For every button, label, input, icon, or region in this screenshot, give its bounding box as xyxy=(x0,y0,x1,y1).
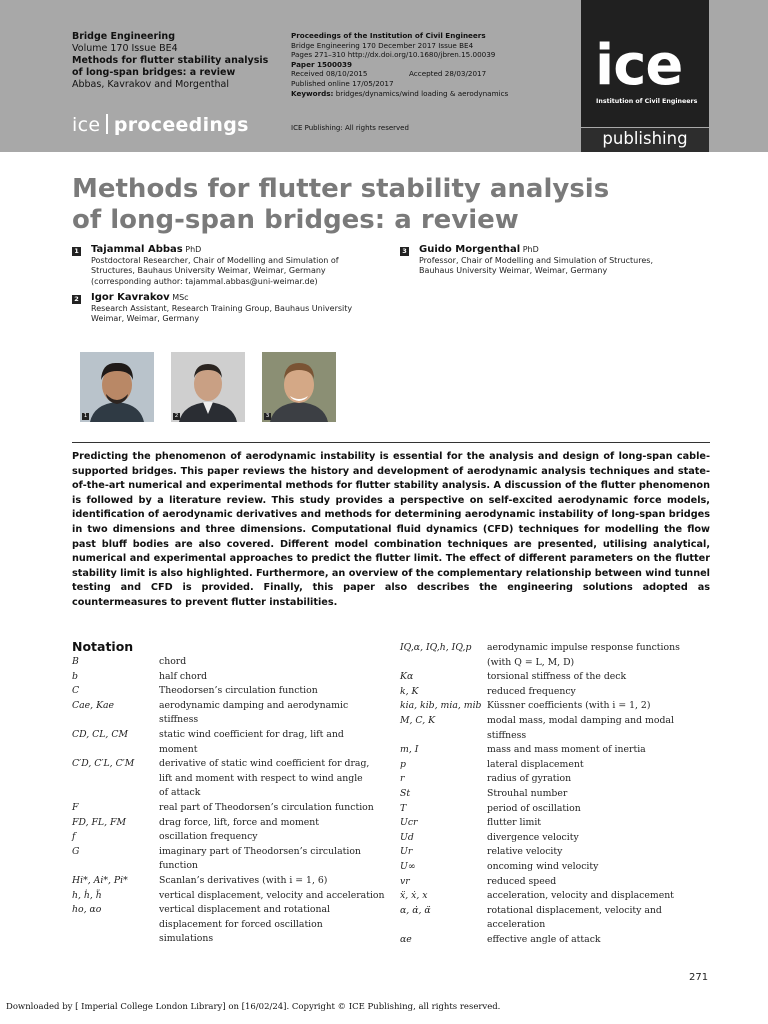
notation-symbol: St xyxy=(400,787,411,799)
notation-symbol: k, K xyxy=(400,685,419,697)
author-photo-2 xyxy=(171,352,245,422)
notation-symbol: vr xyxy=(400,875,410,887)
author-degree: PhD xyxy=(522,245,539,254)
abstract: Predicting the phenomenon of aerodynamic instability is essential for the analysis and design of long-span cable-supported bridges. This paper reviews the history and development of aerodynamic analysis techniques and state-of-the-art numerical and experimental methods for flutter stability analysis. A discussion of the flutter phenomenon is followed by a literature review. This study provides a perspective on self-excited aerodynamic force models, identification of aerodynamic derivatives and methods for determining aerodynamic instability of long-span bridges in two dimensions and three dimensions. Computational fluid dynamics (CFD) techniques for modelling the flow past bluff bodies are also covered. Different model combination techniques are presented, utilising analytical, numerical and experimental approaches to predict the flutter limit. The effect of different parameters on the flutter stability limit is also highlighted. Furthermore, an overview of the complementary relationship between wind tunnel testing and CFD is provided. Finally, this paper also describes the engineering solutions adopted as countermeasures to prevent flutter instabilities. xyxy=(72,451,710,608)
notation-symbol: p xyxy=(400,758,406,770)
notation-entry xyxy=(72,889,392,904)
notation-definition: of attack xyxy=(159,787,201,799)
author-name: Igor Kavrakov xyxy=(91,292,170,303)
published-date: Published online 17/05/2017 xyxy=(291,78,394,88)
notation-definition: Scanlan’s derivatives (with i = 1, 6) xyxy=(159,874,328,886)
notation-entry xyxy=(400,831,720,846)
author-number-1: 1 xyxy=(72,247,81,256)
notation-definition: real part of Theodorsen’s circulation function xyxy=(159,801,374,813)
notation-definition: stiffness xyxy=(159,714,199,726)
notation-heading: Notation xyxy=(72,639,134,654)
notation-entry xyxy=(400,875,720,890)
notation-entry xyxy=(400,772,720,787)
notation-entry xyxy=(400,933,720,948)
publishing-label: publishing xyxy=(581,128,709,152)
notation-symbol: C xyxy=(72,685,80,697)
notation-symbol: Hi*, Ai*, Pi* xyxy=(72,874,128,886)
notation-entry xyxy=(400,699,720,714)
author-affiliation: Bauhaus University Weimar, Weimar, Germany xyxy=(419,266,608,275)
volume-issue: Volume 170 Issue BE4 xyxy=(72,43,178,54)
notation-definition: simulations xyxy=(159,933,214,945)
notation-definition: displacement for forced oscillation xyxy=(159,918,323,930)
notation-definition: lateral displacement xyxy=(487,758,584,770)
notation-symbol: Ur xyxy=(400,846,413,858)
author-block-1 xyxy=(91,245,339,287)
notation-symbol: Ucr xyxy=(400,817,418,829)
notation-symbol: IQ,α, IQ,h, IQ,p xyxy=(400,642,472,653)
author-affiliation: Research Assistant, Research Training Group, Bauhaus University xyxy=(91,303,353,313)
author-affiliation: Structures, Bauhaus University Weimar, Weimar, Germany xyxy=(91,266,326,275)
notation-definition: derivative of static wind coefficient for drag, xyxy=(159,758,370,770)
notation-symbol: T xyxy=(400,802,407,814)
ice-proceedings-brand xyxy=(72,114,249,136)
notation-entry xyxy=(400,743,720,758)
notation-definition: lift and moment with respect to wind angle xyxy=(159,772,363,784)
portrait-3-icon xyxy=(262,352,336,422)
notation-symbol: FD, FL, FM xyxy=(72,816,126,828)
notation-definition: effective angle of attack xyxy=(487,933,601,945)
notation-entry xyxy=(400,904,720,933)
article-title xyxy=(72,174,609,236)
keywords-label: Keywords: xyxy=(291,88,334,98)
proceedings-info xyxy=(291,31,508,98)
title-line1: Methods for flutter stability analysis xyxy=(72,174,610,204)
notation-symbol: h, ḣ, ḧ xyxy=(72,889,102,901)
notation-symbol: C′D, C′L, C′M xyxy=(72,758,135,770)
title-line2: of long-span bridges: a review xyxy=(72,205,519,235)
abstract-rule xyxy=(72,442,710,443)
author-name: Guido Morgenthal xyxy=(419,244,521,255)
notation-definition: moment xyxy=(159,743,198,755)
notation-symbol: M, C, K xyxy=(400,714,436,726)
portrait-2-icon xyxy=(171,352,245,422)
notation-symbol: Ud xyxy=(400,831,414,843)
notation-entry xyxy=(72,757,392,801)
notation-entry xyxy=(72,830,392,845)
notation-definition: half chord xyxy=(159,670,208,682)
author-block-3 xyxy=(419,245,653,277)
ice-logo-text: ice xyxy=(595,33,683,98)
notation-symbol: kia, kib, mia, mib xyxy=(400,700,482,712)
notation-definition: oncoming wind velocity xyxy=(487,860,599,872)
notation-entry xyxy=(400,685,720,700)
notation-definition: drag force, lift, force and moment xyxy=(159,816,320,828)
notation-symbol: Kα xyxy=(400,671,414,683)
notation-symbol: CD, CL, CM xyxy=(72,728,128,740)
notation-entry xyxy=(400,889,720,904)
portrait-1-icon xyxy=(80,352,154,422)
notation-entry xyxy=(400,670,720,685)
notation-entry xyxy=(400,802,720,817)
journal-info xyxy=(72,31,268,91)
author-number-2: 2 xyxy=(72,295,81,304)
notation-entry xyxy=(72,684,392,699)
keywords: bridges/dynamics/wind loading & aerodynamics xyxy=(333,88,509,98)
notation-entry xyxy=(72,670,392,685)
notation-definition: acceleration xyxy=(487,919,546,931)
notation-symbol: B xyxy=(72,656,79,667)
notation-definition: static wind coefficient for drag, lift and xyxy=(159,728,344,740)
notation-definition: mass and mass moment of inertia xyxy=(487,744,646,756)
notation-entry xyxy=(400,816,720,831)
author-photo-3 xyxy=(262,352,336,422)
short-title-line1: Methods for flutter stability analysis xyxy=(72,55,269,66)
notation-symbol: Cae, Kae xyxy=(72,699,115,711)
notation-symbol: F xyxy=(72,801,79,813)
notation-definition: function xyxy=(159,860,198,872)
notation-definition: vertical displacement and rotational xyxy=(159,904,331,916)
notation-symbol: f xyxy=(72,831,76,843)
notation-definition: oscillation frequency xyxy=(159,831,258,843)
notation-definition: aerodynamic impulse response functions xyxy=(487,642,680,653)
notation-definition: modal mass, modal damping and modal xyxy=(487,714,674,726)
ice-logo-subtitle: Institution of Civil Engineers xyxy=(596,98,698,105)
notation-symbol: m, I xyxy=(400,744,419,756)
notation-definition: aerodynamic damping and aerodynamic xyxy=(159,699,349,711)
notation-definition: reduced speed xyxy=(487,875,557,887)
brand-ice: ice xyxy=(72,114,101,136)
notation-definition: radius of gyration xyxy=(487,773,572,785)
notation-symbol: ho, αo xyxy=(72,904,102,916)
notation-definition: flutter limit xyxy=(487,817,542,829)
authors-short: Abbas, Kavrakov and Morgenthal xyxy=(72,79,229,90)
notation-entry xyxy=(400,787,720,802)
notation-entry xyxy=(72,699,392,728)
notation-symbol: α, α̇, α̈ xyxy=(400,904,431,916)
notation-entry xyxy=(400,845,720,860)
notation-definition: relative velocity xyxy=(487,846,563,858)
ice-logo xyxy=(581,0,709,127)
proceedings-title: Proceedings of the Institution of Civil Engineers xyxy=(291,31,486,40)
notation-entry xyxy=(72,845,392,874)
notation-entry xyxy=(72,655,392,670)
notation-symbol: U∞ xyxy=(400,860,416,872)
notation-definition: divergence velocity xyxy=(487,831,579,843)
paper-number: Paper 1500039 xyxy=(291,59,352,69)
rights-notice: ICE Publishing: All rights reserved xyxy=(291,124,409,132)
notation-entry xyxy=(400,758,720,773)
notation-entry xyxy=(400,641,720,670)
notation-entry xyxy=(400,714,720,743)
proceedings-issue: Bridge Engineering 170 December 2017 Issue BE4 xyxy=(291,40,474,50)
notation-entry xyxy=(72,801,392,816)
received-date: Received 08/10/2015 xyxy=(291,69,368,79)
pages-doi[interactable]: Pages 271–310 http://dx.doi.org/10.1680/jbren.15.00039 xyxy=(291,50,496,60)
notation-definition: (with Q = L, M, D) xyxy=(487,656,575,668)
short-title-line2: of long-span bridges: a review xyxy=(72,67,236,78)
notation-definition: vertical displacement, velocity and acceleration xyxy=(159,889,385,901)
notation-symbol: αe xyxy=(400,933,412,945)
notation-symbol: G xyxy=(72,845,80,857)
brand-divider xyxy=(106,114,108,134)
notation-definition: reduced frequency xyxy=(487,685,576,697)
notation-list-left xyxy=(72,655,392,947)
author-email[interactable]: (corresponding author: tajammal.abbas@uni-weimar.de) xyxy=(91,276,318,286)
author-block-2 xyxy=(91,293,352,325)
author-affiliation: Professor, Chair of Modelling and Simulation of Structures, xyxy=(419,255,653,265)
photo-tag: 2 xyxy=(174,413,179,419)
notation-list-right xyxy=(400,641,720,947)
notation-entry xyxy=(72,816,392,831)
author-photo-1 xyxy=(80,352,154,422)
notation-entry xyxy=(72,903,392,947)
page-number: 271 xyxy=(689,972,709,983)
notation-symbol: r xyxy=(400,773,405,785)
notation-definition: Theodorsen’s circulation function xyxy=(159,685,318,697)
notation-entry xyxy=(72,728,392,757)
download-note: Downloaded by [ Imperial College London Library] on [16/02/24]. Copyright © ICE Publishing, all rights reserved. xyxy=(6,1002,501,1012)
photo-tag: 1 xyxy=(83,413,88,419)
journal-name: Bridge Engineering xyxy=(72,31,175,42)
notation-symbol: ẍ, ẋ, x xyxy=(400,890,428,902)
notation-definition: stiffness xyxy=(487,729,527,741)
author-degree: PhD xyxy=(185,245,202,254)
notation-entry xyxy=(400,860,720,875)
notation-definition: chord xyxy=(159,656,187,667)
author-name: Tajammal Abbas xyxy=(91,244,183,255)
notation-definition: acceleration, velocity and displacement xyxy=(487,890,674,902)
accepted-date: Accepted 28/03/2017 xyxy=(409,69,487,79)
author-degree: MSc xyxy=(172,293,189,302)
notation-definition: torsional stiffness of the deck xyxy=(487,671,627,683)
notation-definition: rotational displacement, velocity and xyxy=(487,904,662,916)
author-number-3: 3 xyxy=(400,247,409,256)
notation-symbol: b xyxy=(72,670,78,682)
notation-definition: imaginary part of Theodorsen’s circulation xyxy=(159,845,361,857)
notation-definition: Küssner coefficients (with i = 1, 2) xyxy=(487,700,651,712)
author-affiliation: Weimar, Weimar, Germany xyxy=(91,314,200,323)
notation-definition: Strouhal number xyxy=(487,787,568,799)
author-affiliation: Postdoctoral Researcher, Chair of Modelling and Simulation of xyxy=(91,255,339,265)
photo-tag: 3 xyxy=(265,413,270,419)
brand-proceedings: proceedings xyxy=(113,114,249,136)
notation-entry xyxy=(72,874,392,889)
notation-definition: period of oscillation xyxy=(487,802,581,814)
